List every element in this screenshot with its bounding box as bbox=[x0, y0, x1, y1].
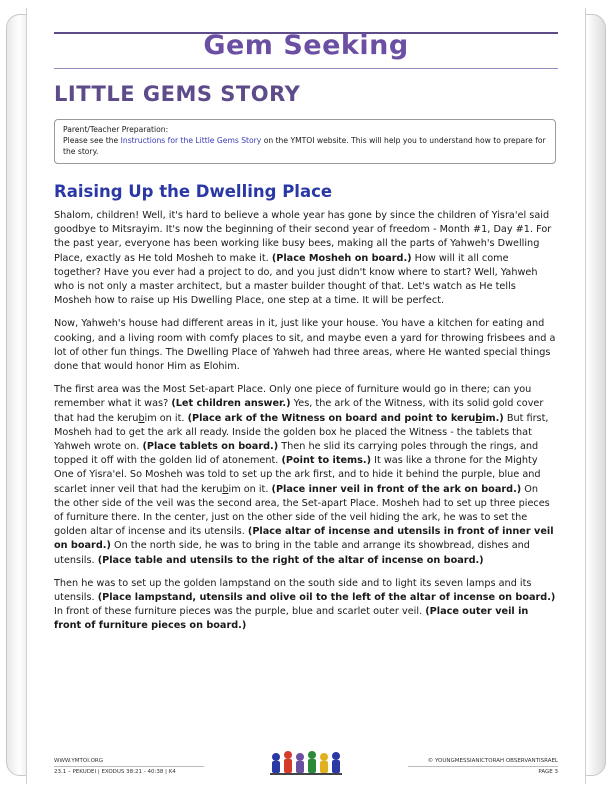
underlined-letter: b bbox=[222, 483, 229, 495]
stage-direction bbox=[188, 413, 504, 424]
story-text: im on it. bbox=[228, 483, 272, 495]
story-text: In front of these furniture pieces was the purple, blue and scarlet outer veil. bbox=[54, 606, 426, 618]
story-body bbox=[54, 209, 556, 643]
stage-direction: (Place outer veil in front of furniture pieces on board.) bbox=[54, 606, 529, 632]
instructions-link[interactable]: Instructions for the Little Gems Story bbox=[120, 136, 262, 145]
story-paragraph-2: Now, Yahweh's house had different areas in it, just like your house. You have a kitchen for eating and cooking, and a living room with comfy places to sit, and maybe even a yard for throwing frisbees and a lot of other fun things. The Dwelling Place of Yahweh had three areas, where He wanted special things done that would honor Him as Elohim. bbox=[54, 318, 556, 373]
story-text: Yes, the ark of the Witness, with its solid gold cover that had the keru bbox=[54, 398, 544, 424]
stage-direction: (Place lampstand, utensils and olive oil to the left of the altar of incense on board.) bbox=[97, 592, 556, 604]
prep-text bbox=[63, 135, 547, 157]
stage-direction-part: (Place ark of the Witness on board and point to keru bbox=[187, 412, 476, 424]
stage-direction: (Place tablets on board.) bbox=[142, 441, 279, 453]
children-logo-icon bbox=[268, 748, 344, 778]
title-bottom-rule bbox=[54, 68, 558, 69]
footer-website[interactable]: WWW.YMTOI.ORG bbox=[54, 758, 104, 764]
prep-text-before: Please see the bbox=[63, 136, 121, 145]
stage-direction: (Place Mosheh on board.) bbox=[271, 252, 412, 264]
underlined-letter: b bbox=[475, 412, 483, 424]
stage-direction: (Place altar of incense and utensils in front of inner veil on board.) bbox=[54, 526, 554, 552]
story-paragraph-3 bbox=[54, 383, 556, 568]
story-text: On the north side, he was to bring in the table and arrange its showbread, dishes and utensils. bbox=[54, 540, 530, 566]
story-paragraph-1 bbox=[54, 209, 556, 308]
story-text: How will it all come together? Have you ever had a project to do, and you just didn't know where to start? Well, Yahweh who is not only a master architect, but a master builder thought of that. Let's watch as He tells Mosheh how to raise up His Dwelling Place, one step at a time. It will be perfect. bbox=[54, 252, 538, 307]
story-text: It was like a throne for the Mighty One of Yisra'el. So Mosheh was told to set up the ark first, and to hide it behind the purple, blue and scarlet inner veil that had the keru bbox=[54, 455, 541, 495]
story-text: Then he slid its carrying poles through the rings, and topped it off with the golden lid of atonement. bbox=[54, 441, 539, 467]
stage-direction: (Let children answer.) bbox=[171, 398, 291, 410]
page-title: Gem Seeking bbox=[203, 30, 409, 61]
story-paragraph-4 bbox=[54, 577, 556, 634]
footer-rule-left bbox=[54, 766, 204, 767]
preparation-box bbox=[54, 119, 556, 164]
story-text: im on it. bbox=[144, 412, 188, 424]
story-title: Raising Up the Dwelling Place bbox=[54, 182, 333, 201]
footer-copyright: © YOUNGMESSIANICTORAH OBSERVANTISRAEL bbox=[427, 758, 558, 764]
stage-direction-part: im.) bbox=[482, 412, 504, 424]
story-text: The first area was the Most Set-apart Place. Only one piece of furniture would go in there; can you remember what it was? bbox=[54, 384, 532, 410]
footer-rule-right bbox=[408, 766, 558, 767]
stage-direction: (Point to items.) bbox=[281, 455, 372, 467]
footer-page-number: PAGE 3 bbox=[538, 769, 558, 775]
stage-direction: (Place table and utensils to the right of the altar of incense on board.) bbox=[97, 554, 484, 566]
section-title: LITTLE GEMS STORY bbox=[54, 82, 301, 106]
story-text: But first, Mosheh had to get the ark all ready. Inside the golden box he placed the Witness - the tablets that Yahweh wrote on. bbox=[54, 412, 549, 453]
story-text: Shalom, children! Well, it's hard to believe a whole year has gone by since the children of Yisra'el said goodbye to Mitsrayim. It's now the beginning of their second year of freedom - Month #1, Day #1. For the past year, everyone has been working like busy bees, making all the parts of Yahweh's Dwelling Place, exactly as He told Mosheh to make it. bbox=[54, 210, 552, 264]
underlined-letter: b bbox=[138, 412, 145, 424]
prep-text-after: on the YMTOI website. This will help you to understand how to prepare for the story. bbox=[63, 136, 546, 156]
stage-direction: (Place inner veil in front of the ark on board.) bbox=[271, 483, 522, 495]
footer-reference: 23.1 – PEKUDEI | EXODUS 38:21 - 40:38 | K4 bbox=[54, 769, 176, 775]
story-text: On the other side of the veil was the second area, the Set-apart Place. Mosheh had to set up three pieces of furniture there. In the center, just on the other side of the veil hiding the ark, he was to set the golden altar of incense and its utensils. bbox=[54, 483, 550, 538]
story-text: Then he was to set up the golden lampstand on the south side and to light its seven lamps and its utensils. bbox=[54, 577, 532, 604]
prep-heading: Parent/Teacher Preparation: bbox=[63, 125, 169, 134]
